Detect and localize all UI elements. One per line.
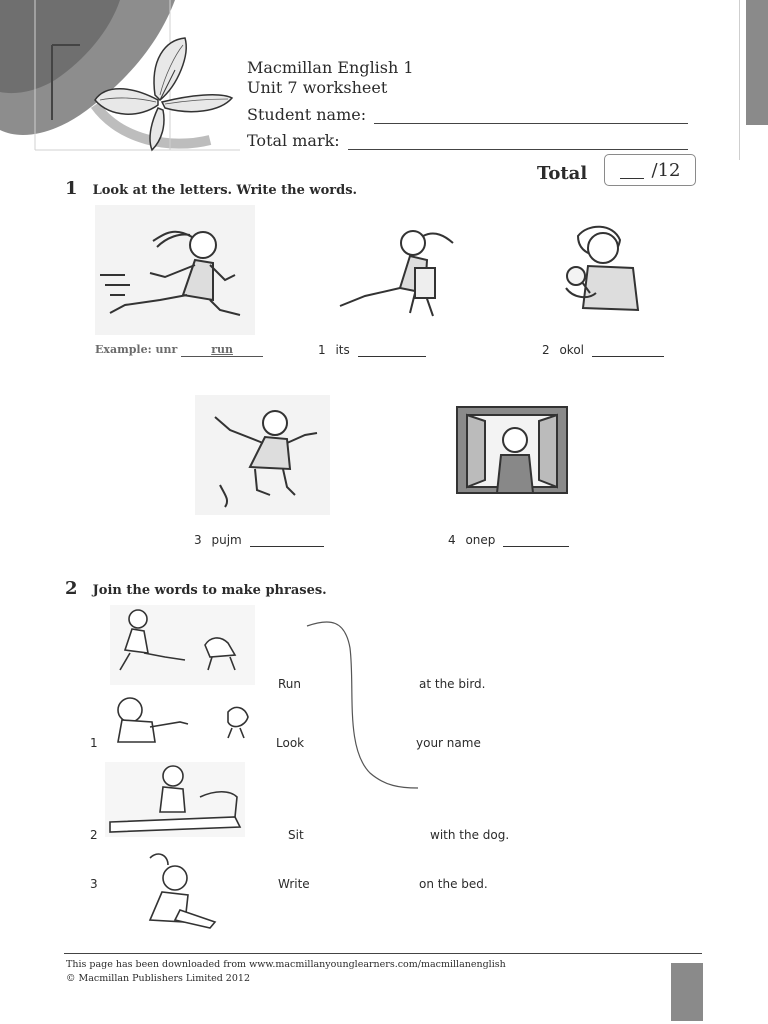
item-2-number: 2	[542, 343, 550, 357]
boy-sitting-on-bed-picture	[105, 762, 245, 837]
item-1	[318, 343, 426, 357]
section2-number: 2	[65, 578, 78, 599]
phrase-row-number-1: 1	[90, 736, 98, 750]
page-edge-line	[739, 0, 740, 160]
item-2	[542, 343, 664, 357]
phrase-row-number-3: 3	[90, 877, 98, 891]
section1-heading	[65, 178, 357, 199]
section1-instruction: Look at the letters. Write the words.	[92, 183, 358, 198]
student-name-field[interactable]	[374, 109, 688, 124]
section1-number: 1	[65, 178, 78, 199]
header-titles	[247, 58, 414, 98]
boy-writing-picture	[140, 850, 220, 930]
total-score-max: /12	[651, 159, 681, 181]
book-title: Macmillan English 1	[247, 58, 414, 77]
example-answer: run	[181, 343, 263, 357]
student-name-label: Student name:	[247, 105, 367, 124]
item-1-answer-field[interactable]	[358, 344, 426, 357]
footer-divider	[64, 953, 702, 954]
footer-download-notice: This page has been downloaded from www.macmillanyounglearners.com/macmillanenglish	[66, 959, 506, 970]
item-2-answer-field[interactable]	[592, 344, 664, 357]
running-girl-picture	[95, 205, 255, 335]
butterfly-corner-illustration	[0, 0, 240, 160]
jumping-boy-picture	[195, 395, 330, 515]
section2-instruction: Join the words to make phrases.	[92, 583, 327, 598]
verb-look[interactable]: Look	[276, 736, 305, 750]
item-4-number: 4	[448, 533, 456, 547]
verb-write[interactable]: Write	[278, 877, 310, 891]
ending-your-name[interactable]: your name	[416, 736, 481, 750]
footer-page-tab	[671, 963, 703, 1021]
item-4	[448, 533, 569, 547]
footer-copyright: © Macmillan Publishers Limited 2012	[66, 973, 250, 984]
ending-on-the-bed[interactable]: on the bed.	[419, 877, 488, 891]
item-3	[194, 533, 324, 547]
sitting-girl-picture	[325, 218, 465, 328]
phrase-row-number-2: 2	[90, 828, 98, 842]
total-mark-field[interactable]	[348, 135, 688, 150]
item-4-answer-field[interactable]	[503, 534, 569, 547]
example-prefix: Example: unr	[95, 343, 178, 356]
section2-heading	[65, 578, 327, 599]
page-edge-tab	[746, 0, 768, 125]
verb-run[interactable]: Run	[278, 677, 302, 691]
girl-looking-at-bird-picture	[110, 692, 255, 747]
total-mark-label: Total mark:	[247, 131, 340, 150]
ending-with-the-dog[interactable]: with the dog.	[430, 828, 510, 842]
item-3-answer-field[interactable]	[250, 534, 324, 547]
worksheet-title: Unit 7 worksheet	[247, 78, 388, 97]
total-mark-row	[247, 131, 688, 150]
item-1-letters: its	[335, 343, 350, 357]
item-3-letters: pujm	[211, 533, 242, 547]
example-row	[95, 343, 263, 357]
student-name-row	[247, 105, 688, 124]
verb-sit[interactable]: Sit	[288, 828, 304, 842]
total-score-blank[interactable]	[620, 162, 644, 179]
boy-magnifying-glass-picture	[548, 218, 648, 318]
item-2-letters: okol	[559, 343, 585, 357]
window-opening-picture	[455, 405, 570, 495]
ending-at-the-bird[interactable]: at the bird.	[419, 677, 486, 691]
boy-running-with-dog-picture	[110, 605, 255, 685]
item-4-letters: onep	[465, 533, 496, 547]
example-joining-line	[300, 618, 425, 790]
total-score-box	[604, 154, 696, 186]
total-label: Total	[537, 163, 588, 184]
item-3-number: 3	[194, 533, 202, 547]
item-1-number: 1	[318, 343, 326, 357]
